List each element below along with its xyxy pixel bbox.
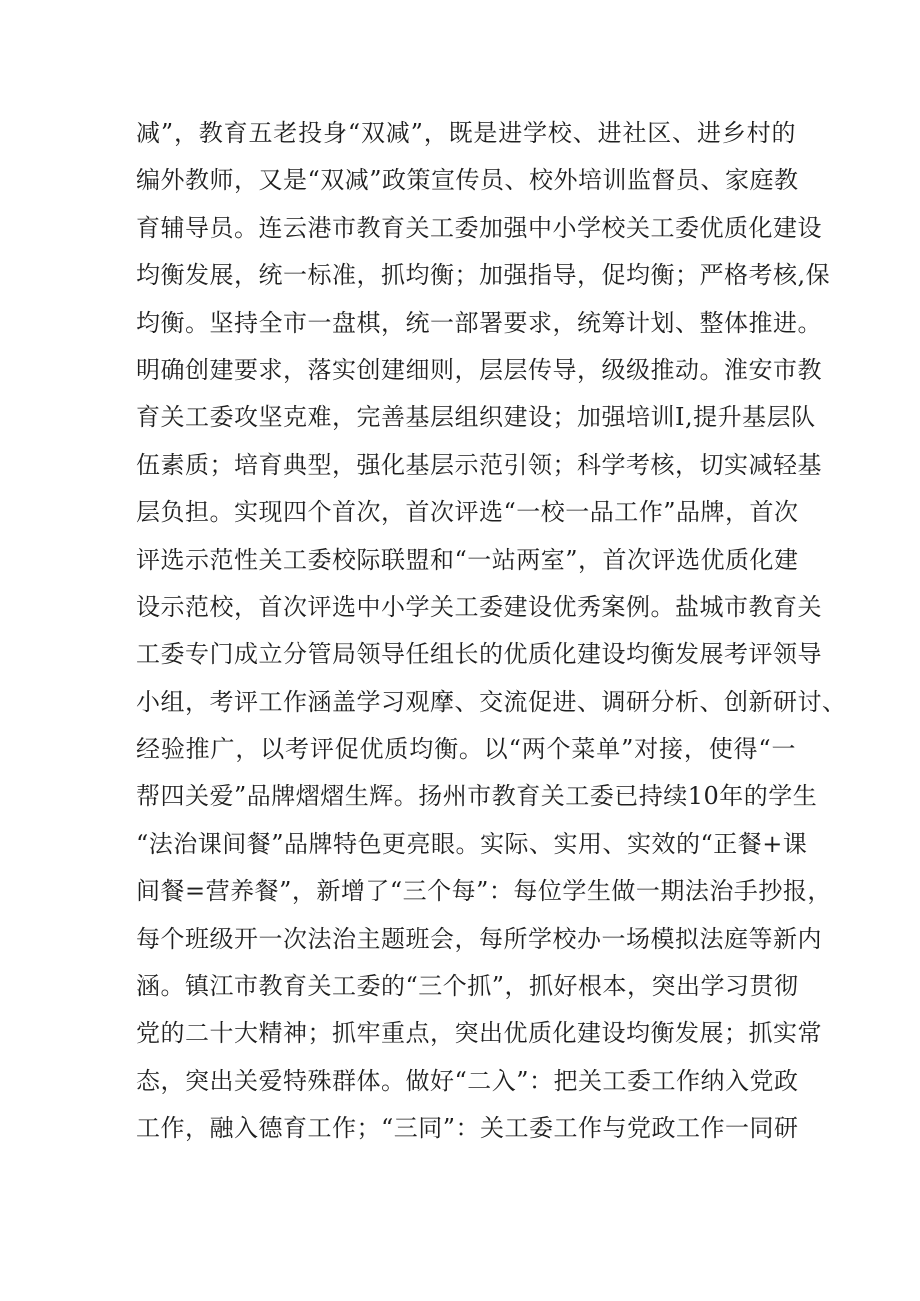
text-line: “法治课间餐”品牌特色更亮眼。实际、实用、实效的“正餐+课 <box>136 829 808 858</box>
text-line: 经验推广，以考评促优质均衡。以“两个菜单”对接，使得“一 <box>136 735 796 764</box>
text-line: 伍素质；培育典型，强化基层示范引领；科学考核，切实减轻基 <box>136 450 822 479</box>
text-line: 涵。镇江市教育关工委的“三个抓”，抓好根本，突出学习贯彻 <box>136 972 799 1001</box>
text-line: 编外教师，又是“双减”政策宣传员、校外培训监督员、家庭教 <box>136 166 799 195</box>
text-line: 层负担。实现四个首次，首次评选“一校一品工作”品牌，首次 <box>136 498 799 527</box>
text-line: 间餐=营养餐”，新增了“三个每”：每位学生做一期法治手抄报， <box>136 877 832 906</box>
text-line: 设示范校，首次评选中小学关工委建设优秀案例。盐城市教育关 <box>136 592 822 621</box>
text-line: 工委专门成立分管局领导任组长的优质化建设均衡发展考评领导 <box>136 640 822 669</box>
text-line: 帮四关爱”品牌熠熠生辉。扬州市教育关工委已持续10年的学生 <box>136 782 818 811</box>
text-line: 育关工委攻坚克难，完善基层组织建设；加强培训I,提升基层队 <box>136 403 816 432</box>
text-line: 均衡发展，统一标准，抓均衡；加强指导，促均衡；严格考核,保 <box>136 261 831 290</box>
text-line: 减”，教育五老投身“双减”，既是进学校、进社区、进乡村的 <box>136 119 796 147</box>
text-line: 工作，融入德育工作；“三同”：关工委工作与党政工作一同研 <box>136 1114 799 1143</box>
text-line: 育辅导员。连云港市教育关工委加强中小学校关工委优质化建设 <box>136 213 822 242</box>
text-line: 态，突出关爱特殊群体。做好“二入”：把关工委工作纳入党政 <box>136 1066 799 1095</box>
text-line: 评选示范性关工委校际联盟和“一站两室”，首次评选优质化建 <box>136 545 799 574</box>
text-line: 党的二十大精神；抓牢重点，突出优质化建设均衡发展；抓实常 <box>136 1019 822 1048</box>
text-line: 明确创建要求，落实创建细则，层层传导，级级推动。淮安市教 <box>136 355 822 384</box>
body-paragraph <box>136 110 847 1153</box>
text-line: 每个班级开一次法治主题班会，每所学校办一场模拟法庭等新内 <box>136 924 822 953</box>
text-line: 小组，考评工作涵盖学习观摩、交流促进、调研分析、创新研讨、 <box>136 687 847 716</box>
text-line: 均衡。坚持全市一盘棋，统一部署要求，统筹计划、整体推进。 <box>136 308 822 337</box>
